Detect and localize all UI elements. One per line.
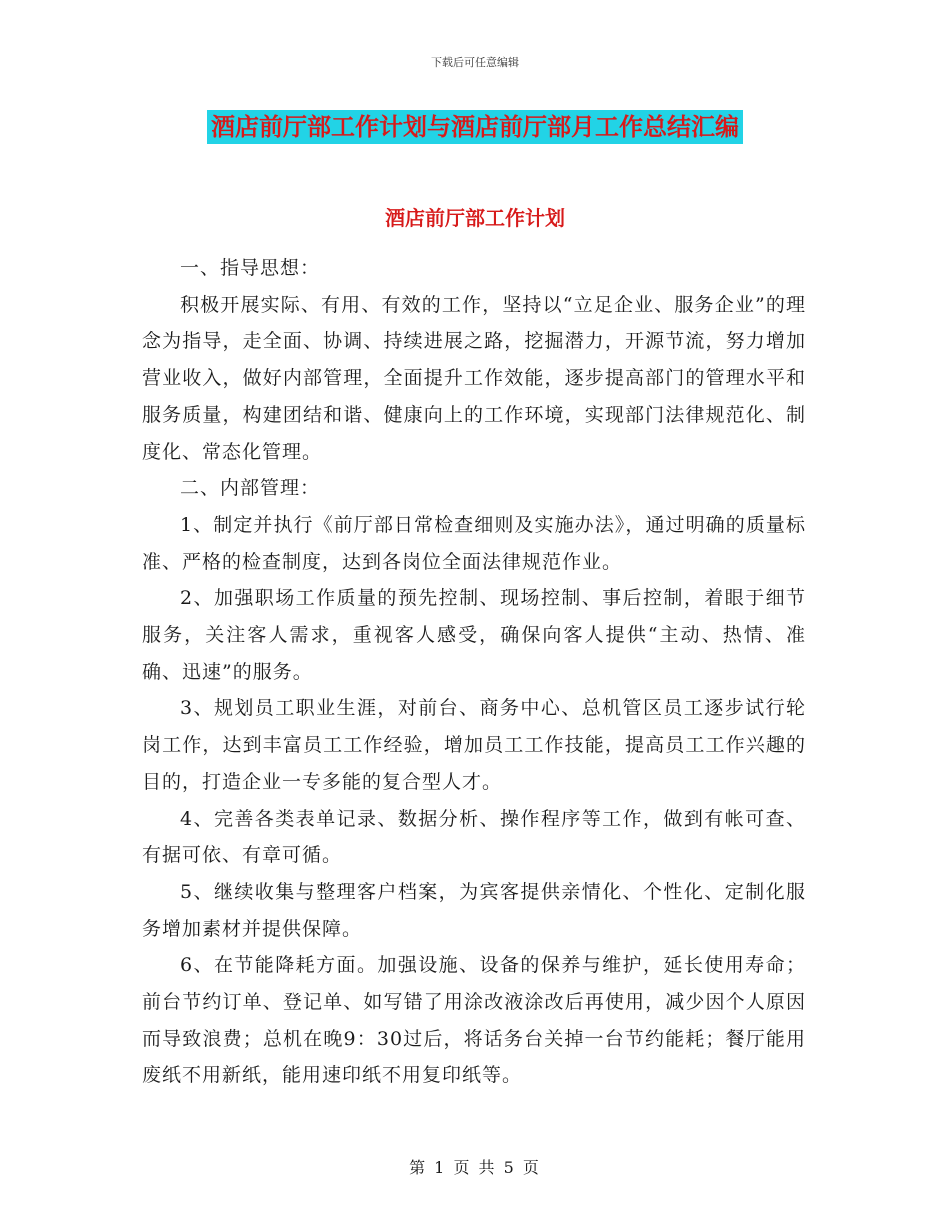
document-body xyxy=(142,250,806,1094)
paragraph: 4、完善各类表单记录、数据分析、操作程序等工作，做到有帐可查、有据可依、有章可循。 xyxy=(142,807,806,867)
paragraph: 6、在节能降耗方面。加强设施、设备的保养与维护，延长使用寿命；前台节约订单、登记单、如写错了用涂改液涂改后再使用，减少因个人原因而导致浪费；总机在晚9：30过后，将话务台关掉一台节约能耗；餐厅能用废纸不用新纸，能用速印纸不用复印纸等。 xyxy=(142,954,806,1087)
paragraph: 积极开展实际、有用、有效的工作，坚持以“立足企业、服务企业”的理念为指导，走全面、协调、持续进展之路，挖掘潜力，开源节流，努力增加营业收入，做好内部管理，全面提升工作效能，逐步提高部门的管理水平和服务质量，构建团结和谐、健康向上的工作环境，实现部门法律规范化、制度化、常态化管理。 xyxy=(142,293,806,463)
header-note: 下载后可任意编辑 xyxy=(431,56,519,69)
paragraph: 5、继续收集与整理客户档案，为宾客提供亲情化、个性化、定制化服务增加素材并提供保障。 xyxy=(142,880,806,940)
heading-internal-management: 二、内部管理： xyxy=(180,477,321,500)
heading-guiding-thought: 一、指导思想： xyxy=(180,257,321,279)
page-footer: 第 1 页 共 5 页 xyxy=(409,1158,541,1177)
paragraph: 3、规划员工职业生涯，对前台、商务中心、总机管区员工逐步试行轮岗工作，达到丰富员工工作经验，增加员工工作技能，提高员工工作兴趣的目的，打造企业一专多能的复合型人才。 xyxy=(142,697,806,793)
document-title-container xyxy=(0,110,950,144)
section-title: 酒店前厅部工作计划 xyxy=(385,206,565,230)
paragraph: 2、加强职场工作质量的预先控制、现场控制、事后控制，着眼于细节服务，关注客人需求，重视客人感受，确保向客人提供“主动、热情、准确、迅速”的服务。 xyxy=(142,587,806,683)
document-title: 酒店前厅部工作计划与酒店前厅部月工作总结汇编 xyxy=(207,110,743,144)
paragraph: 1、制定并执行《前厅部日常检查细则及实施办法》，通过明确的质量标准、严格的检查制度，达到各岗位全面法律规范作业。 xyxy=(142,513,806,573)
